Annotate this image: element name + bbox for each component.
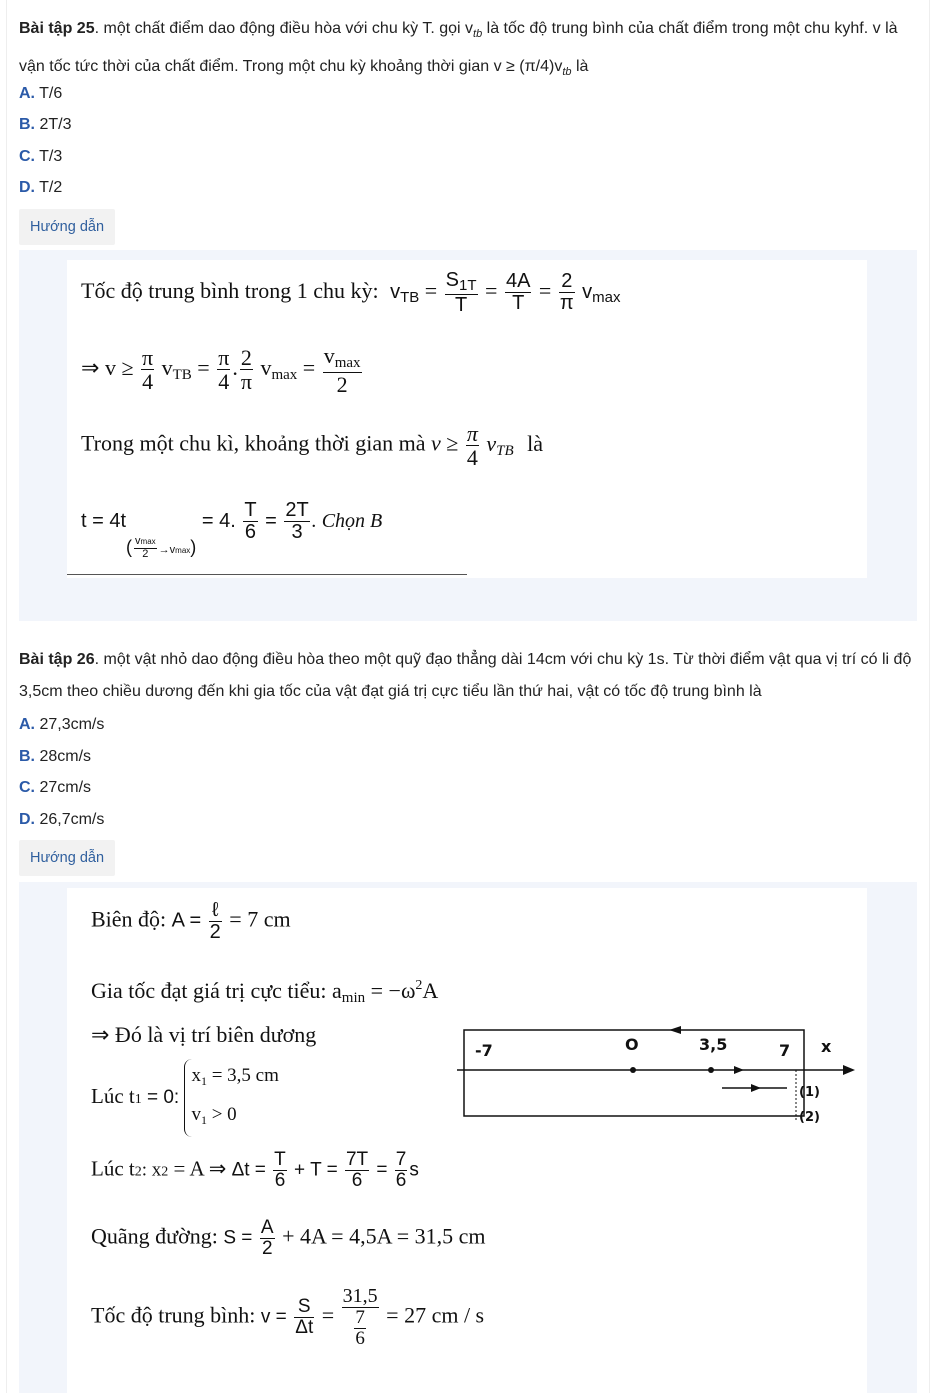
denominator: π <box>559 292 574 315</box>
fraction <box>294 1297 314 1338</box>
sym-sub: 2 <box>134 1164 142 1180</box>
label-origin: O <box>625 1035 639 1054</box>
option-key: B. <box>19 748 35 765</box>
numerator: T <box>244 499 257 521</box>
sym-sub: min <box>341 990 366 1006</box>
solution-26-average-speed <box>91 1286 484 1349</box>
sol-text: = A ⇒ <box>173 1156 227 1181</box>
option-key: C. <box>19 779 35 796</box>
solution-26-acceleration <box>91 978 438 1007</box>
sym: v <box>260 354 272 380</box>
sym-sub: TB <box>172 366 192 383</box>
numerator: T <box>274 1149 286 1170</box>
exercise-26-question <box>19 644 919 707</box>
sym: v <box>390 280 401 303</box>
implies-arrow: ⇒ <box>81 354 100 380</box>
t-equation: t = 4t <box>81 509 127 532</box>
fraction <box>260 1218 275 1259</box>
ge-sign: ≥ <box>121 354 134 380</box>
exercise-25-stem-sub-2: tb <box>562 65 572 78</box>
exercise-25-option-a[interactable] <box>19 84 62 104</box>
fraction <box>217 346 230 393</box>
option-key: B. <box>19 116 35 133</box>
denominator: T <box>512 292 525 315</box>
numerator: 4A <box>505 270 531 293</box>
amin-symbol <box>332 978 366 1006</box>
fraction <box>559 271 575 314</box>
sol-text: = 3,5 cm <box>211 1065 279 1086</box>
sym-sub: 1 <box>200 1074 207 1088</box>
sym-sub: 2 <box>161 1164 169 1180</box>
choice-text: . Chọn B <box>311 509 383 532</box>
vtb-symbol <box>486 430 514 459</box>
option-key: A. <box>19 716 35 733</box>
numerator: 2T <box>285 499 309 521</box>
option-key: D. <box>19 811 35 828</box>
exercise-25-guide-button[interactable]: Hướng dẫn <box>19 209 115 245</box>
sol-text: v = <box>260 1306 287 1328</box>
sym-sub: 1T <box>459 277 477 294</box>
option-key: D. <box>19 179 35 196</box>
exercise-25-stem-3: là <box>571 57 589 75</box>
fraction <box>141 346 154 393</box>
sol-text: = 27 cm / s <box>386 1302 485 1328</box>
exercise-25-solution-panel <box>19 250 917 621</box>
sym-sub: max <box>592 288 621 306</box>
denominator: 4 <box>218 369 230 395</box>
system-row-2 <box>191 1098 278 1137</box>
numerator <box>323 344 362 373</box>
exercise-26-option-c[interactable] <box>19 778 91 798</box>
exercise-25-option-b[interactable] <box>19 115 71 135</box>
fraction <box>342 1286 379 1349</box>
solution-26-distance <box>91 1218 486 1259</box>
denominator: 4 <box>466 445 478 471</box>
numerator: A <box>260 1217 274 1238</box>
origin-dot <box>630 1067 636 1073</box>
solution-26-amplitude <box>91 900 291 943</box>
denominator: 4 <box>142 369 154 395</box>
sol-text: Gia tốc đạt giá trị cực tiểu: <box>91 978 327 1003</box>
motion-diagram <box>457 1026 867 1136</box>
vtb-symbol <box>390 280 420 306</box>
numerator: S <box>294 1297 314 1318</box>
sol-text: Δt = <box>231 1159 266 1181</box>
numerator: π <box>142 345 154 371</box>
exercise-25-stem-sub-1: tb <box>473 28 483 41</box>
label-7: 7 <box>779 1041 791 1060</box>
numerator: π <box>218 345 230 371</box>
sol-text: : x <box>141 1159 162 1181</box>
sym: π <box>466 421 478 446</box>
sol-text: A = <box>171 909 202 932</box>
sol-text: = −ω <box>370 978 416 1003</box>
exercise-25-stem-1: . một chất điểm dao động điều hòa với chu kỳ T. gọi v <box>94 20 474 37</box>
fraction <box>466 422 479 469</box>
label-minus-7: -7 <box>475 1041 493 1060</box>
sym: x <box>191 1065 201 1086</box>
arrow-text: →v <box>158 543 176 556</box>
top-arrow-head <box>669 1026 681 1034</box>
option-text: 28cm/s <box>39 748 92 765</box>
fraction <box>240 346 253 393</box>
option-key: C. <box>19 148 35 165</box>
sol-text: = 7 cm <box>229 906 291 932</box>
exercise-26-solution-panel <box>19 882 917 1393</box>
option-text: T/3 <box>39 148 63 165</box>
numerator <box>466 422 479 446</box>
exercise-25-title: Bài tập 25 <box>19 20 95 37</box>
vtb-symbol <box>161 354 192 383</box>
denominator: 6 <box>351 1169 363 1191</box>
sym-sub: 1 <box>134 1091 142 1107</box>
eq-sign: = <box>424 277 438 303</box>
fraction <box>445 270 478 316</box>
sym-sub: max <box>271 366 298 383</box>
option-text: T/2 <box>39 179 63 196</box>
exercise-26-guide-button[interactable]: Hướng dẫn <box>19 840 115 876</box>
eq-sign: = <box>376 1159 388 1181</box>
sym-sub: 1 <box>200 1113 207 1127</box>
sym-sub: max <box>334 355 361 371</box>
exercise-26-option-a[interactable] <box>19 715 104 735</box>
denominator: T <box>454 293 468 316</box>
option-text: 27,3cm/s <box>39 716 105 733</box>
sym: v <box>161 354 173 380</box>
sym: a <box>332 978 342 1003</box>
eq-sign: = <box>197 354 210 380</box>
sol-text: A <box>422 978 439 1003</box>
sol-text: = 4. <box>201 509 236 532</box>
denominator: 6 <box>274 1169 286 1191</box>
eq-sign: = <box>485 277 498 303</box>
exercise-26-option-d[interactable] <box>19 810 104 830</box>
option-text: 2T/3 <box>39 116 72 133</box>
sym: v <box>323 343 335 368</box>
numerator: 7 <box>395 1149 407 1170</box>
option-text: 27cm/s <box>39 779 92 796</box>
denominator: 6 <box>355 1327 365 1349</box>
option-text: 26,7cm/s <box>39 811 105 828</box>
denominator: 3 <box>291 521 303 543</box>
sol-text: là <box>527 430 544 456</box>
denominator: 2 <box>142 547 149 560</box>
sym: v <box>104 354 116 380</box>
sol-text: Biên độ: <box>91 906 167 932</box>
solution-26-positive-boundary: ⇒ Đó là vị trí biên dương <box>91 1022 317 1047</box>
solution-25-line-1 <box>81 270 621 316</box>
sym-sub: TB <box>400 288 420 306</box>
sym: v <box>486 430 497 456</box>
fraction <box>395 1150 408 1191</box>
sol-text: s <box>409 1159 419 1181</box>
denominator: π <box>240 369 252 395</box>
eq-sign: = <box>302 354 316 380</box>
sym-sup: 2 <box>415 978 423 993</box>
numerator: 2 <box>240 345 252 371</box>
option-text: T/6 <box>39 85 63 102</box>
sym-sub: max <box>175 545 191 555</box>
label-path-1: (1) <box>799 1085 820 1100</box>
ge-sign: ≥ <box>446 430 459 456</box>
sym: S <box>445 269 460 291</box>
system-row-1 <box>191 1059 278 1098</box>
sol-text: + T = <box>294 1159 338 1181</box>
option-key: A. <box>19 85 35 102</box>
denominator: 2 <box>209 921 221 943</box>
dot: . <box>232 354 238 380</box>
solution-26-t2 <box>91 1150 419 1191</box>
sol-text: Tốc độ trung bình trong 1 chu kỳ: <box>81 277 379 303</box>
eq-sign: = <box>538 277 552 303</box>
denominator: 2 <box>261 1237 273 1259</box>
fraction <box>134 536 157 560</box>
sym-sub: TB <box>496 442 514 459</box>
denominator: 6 <box>395 1169 407 1191</box>
sol-text: > 0 <box>211 1104 237 1125</box>
exercise-26-option-b[interactable] <box>19 747 91 767</box>
sym: v <box>430 430 441 456</box>
denominator: 2 <box>336 371 348 397</box>
fraction <box>345 1150 369 1191</box>
numerator: 2 <box>559 271 575 293</box>
fraction <box>243 500 257 543</box>
solution-25-line-2 <box>81 344 364 396</box>
numerator: 7T <box>345 1149 369 1170</box>
positive-direction-arrow <box>734 1066 744 1074</box>
exercise-26-title: Bài tập 26 <box>19 651 95 668</box>
denominator: Δt <box>295 1316 314 1338</box>
numerator: ℓ <box>209 900 222 922</box>
exercise-26-stem: . một vật nhỏ dao động điều hòa theo một quỹ đạo thẳng dài 14cm với chu kỳ 1s. Từ thời điểm vật qua vị trí có li độ 3,5cm theo chiều dương đến khi gia tốc của vật đạt giá trị cực tiểu lần thứ hai, vật có tốc độ trung bình là <box>19 651 912 700</box>
eq-sign: = <box>265 509 277 532</box>
exercise-25-question <box>19 13 919 88</box>
inner-fraction <box>354 1308 366 1349</box>
fraction <box>505 271 531 314</box>
exercise-25-option-c[interactable] <box>19 147 62 167</box>
sym: v <box>582 280 593 303</box>
point-3-5-dot <box>708 1067 714 1073</box>
exercise-26-solution-image <box>67 888 867 1393</box>
fraction <box>284 500 309 543</box>
solution-25-line-3 <box>81 422 543 469</box>
sol-text: Trong một chu kì, khoảng thời gian mà <box>81 430 426 456</box>
denominator <box>342 1308 379 1349</box>
numerator: 7 <box>355 1307 365 1328</box>
sol-text: Lúc t <box>91 1083 135 1108</box>
sym: v <box>135 534 141 547</box>
label-3-5: 3,5 <box>699 1035 728 1054</box>
exercise-25-stem-2: là tốc độ trung bình của chất điểm trong một chu kyhf. v là vận tốc tức thời của chất điểm. Trong một chu kỳ khoảng thời gian v ≥ (π/4)v <box>19 20 898 75</box>
numerator: 31,5 <box>342 1285 378 1307</box>
sol-text: = 0: <box>146 1086 180 1108</box>
fraction <box>273 1150 287 1191</box>
sym: v <box>191 1104 201 1125</box>
vmax-symbol <box>260 354 298 383</box>
return-arrow-head <box>751 1084 761 1092</box>
fraction <box>209 900 222 943</box>
solution-25-line-4 <box>81 500 382 560</box>
x-axis-arrow <box>843 1065 855 1075</box>
numerator <box>134 536 157 549</box>
exercise-25-option-d[interactable] <box>19 178 62 198</box>
sol-text: Quãng đường: <box>91 1223 218 1249</box>
sol-text: + 4A = 4,5A = 31,5 cm <box>282 1223 486 1249</box>
subscript-group: ( $\frac{vmax}{2}$ →vmax) <box>126 534 197 560</box>
sol-text: S = <box>223 1227 253 1249</box>
eq-sign: = <box>321 1302 335 1328</box>
solution-25-underline <box>67 574 467 575</box>
system-brace <box>184 1059 278 1137</box>
label-x: x <box>821 1037 832 1056</box>
vmax-symbol <box>582 280 621 306</box>
denominator: 6 <box>244 521 256 543</box>
solution-26-t1 <box>91 1059 279 1137</box>
numerator <box>445 270 478 295</box>
exercise-25-solution-image <box>67 260 867 578</box>
sol-text: Tốc độ trung bình: <box>91 1302 256 1328</box>
sol-text: Lúc t <box>91 1156 135 1181</box>
label-path-2: (2) <box>799 1110 820 1125</box>
fraction <box>323 344 362 396</box>
sym-sub: max <box>140 536 156 546</box>
